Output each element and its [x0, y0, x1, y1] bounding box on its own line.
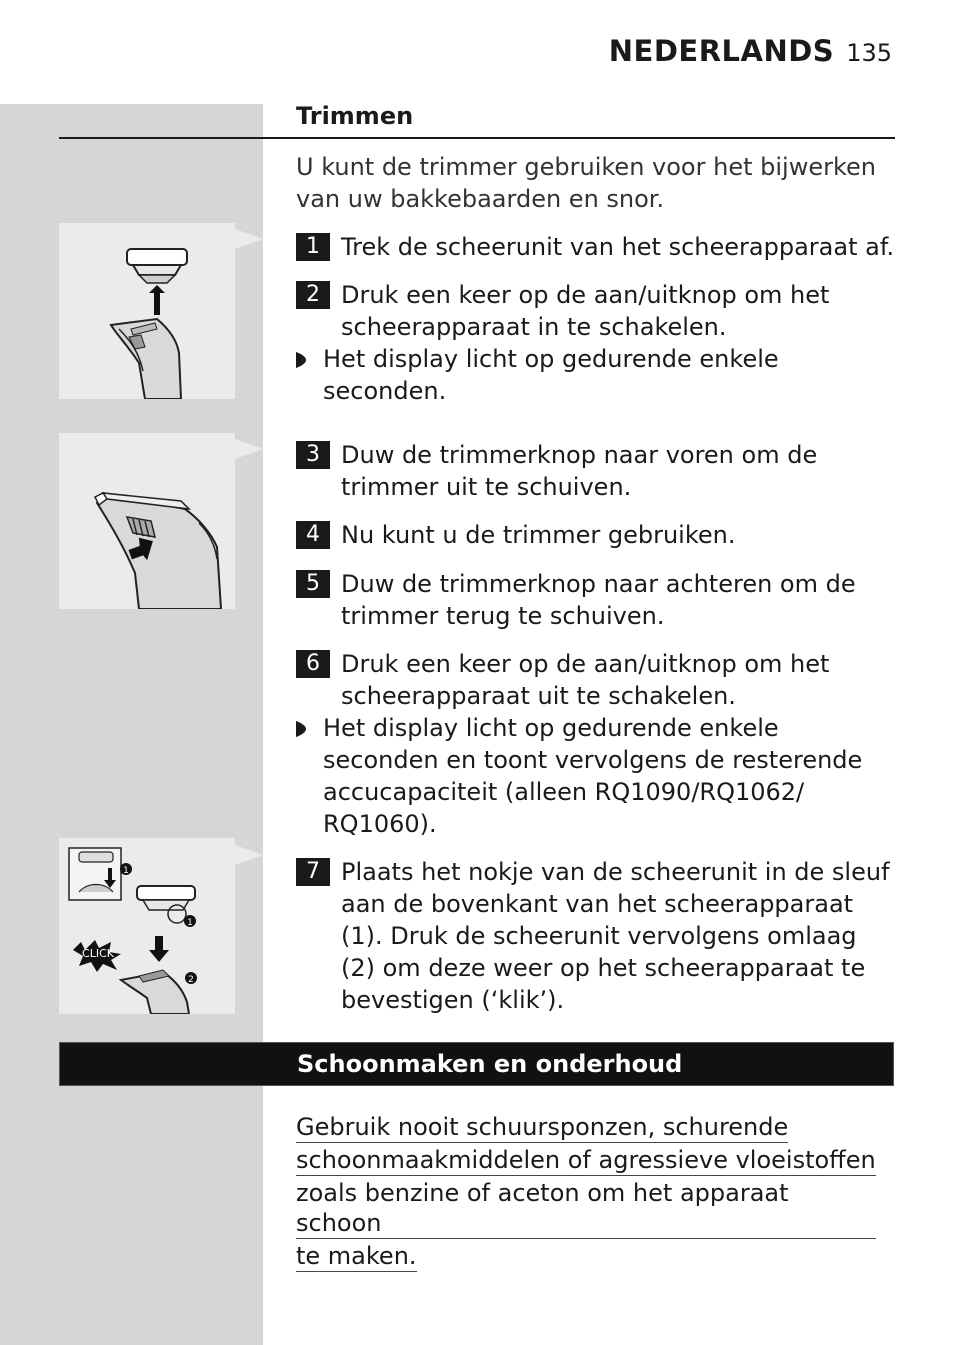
warning-paragraph [296, 1112, 876, 1274]
figure-pointer [235, 229, 263, 249]
marker-1a: 1 [123, 866, 129, 876]
figure-pointer [235, 845, 263, 865]
figure-trimmer-slide [59, 433, 235, 609]
header-language: NEDERLANDS [608, 34, 835, 68]
shaver-remove-head-illustration [59, 223, 235, 399]
warning-line: schoonmaakmiddelen of agressieve vloeistoffen [296, 1146, 876, 1174]
intro-paragraph: U kunt de trimmer gebruiken voor het bijwerken van uw bakkebaarden en snor. [296, 153, 876, 213]
step-7 [296, 856, 896, 1016]
section-header-cleaning [59, 1042, 894, 1086]
step-text: Druk een keer op de aan/uitknop om het scheerapparaat uit te schakelen. [341, 650, 830, 710]
note-text: Het display licht op gedurende enkele seconden. [323, 345, 779, 405]
step-3 [296, 439, 896, 503]
step-5 [296, 568, 896, 632]
step-text: Trek de scheerunit van het scheerapparaat af. [341, 233, 895, 261]
step-2 [296, 279, 896, 343]
step-number-box: 5 [296, 570, 330, 598]
section-title-cleaning: Schoonmaken en onderhoud [297, 1050, 683, 1078]
step-text: Plaats het nokje van de scheerunit in de sleuf aan de bovenkant van het scheerapparaat (1). Druk de scheerunit vervolgens omlaag (2) om deze weer op het scheerapparaat te bevestigen (‘klik’). [341, 858, 890, 1014]
click-label: CLICK [82, 947, 114, 960]
step-text: Duw de trimmerknop naar voren om de trimmer uit te schuiven. [341, 441, 818, 501]
figure-remove-head [59, 223, 235, 399]
step-number-box: 2 [296, 281, 330, 309]
step-6 [296, 648, 896, 712]
step-text: Duw de trimmerknop naar achteren om de trimmer terug te schuiven. [341, 570, 856, 630]
step-1 [296, 231, 896, 263]
figure-pointer [235, 439, 263, 459]
result-note-1 [296, 343, 896, 407]
warning-line: Gebruik nooit schuursponzen, schurende [296, 1113, 789, 1141]
shaver-trimmer-slide-illustration [59, 433, 235, 609]
page-number: 135 [846, 39, 892, 67]
step-text: Nu kunt u de trimmer gebruiken. [341, 521, 736, 549]
step-number-box: 4 [296, 521, 330, 549]
step-number-box: 7 [296, 858, 330, 886]
figure-attach-head [59, 838, 235, 1014]
section-title-trimmen: Trimmen [296, 102, 414, 130]
result-note-2 [296, 712, 876, 840]
bullet-arrow-icon [296, 721, 306, 737]
step-4 [296, 519, 896, 551]
step-number-box: 3 [296, 441, 330, 469]
page-header [609, 34, 892, 68]
marker-1b: 1 [187, 918, 193, 928]
step-number-box: 1 [296, 233, 330, 261]
bullet-arrow-icon [296, 352, 306, 368]
step-number-box: 6 [296, 650, 330, 678]
warning-line: zoals benzine of aceton om het apparaat schoon [296, 1178, 876, 1239]
note-text: Het display licht op gedurende enkele seconden en toont vervolgens de resterende accucapaciteit (alleen RQ1090/RQ1062/ RQ1060). [323, 714, 863, 838]
marker-2: 2 [188, 975, 194, 985]
step-text: Druk een keer op de aan/uitknop om het scheerapparaat in te schakelen. [341, 281, 830, 341]
warning-line: te maken. [296, 1242, 417, 1270]
section-divider [59, 137, 895, 139]
shaver-attach-head-illustration [59, 838, 235, 1014]
